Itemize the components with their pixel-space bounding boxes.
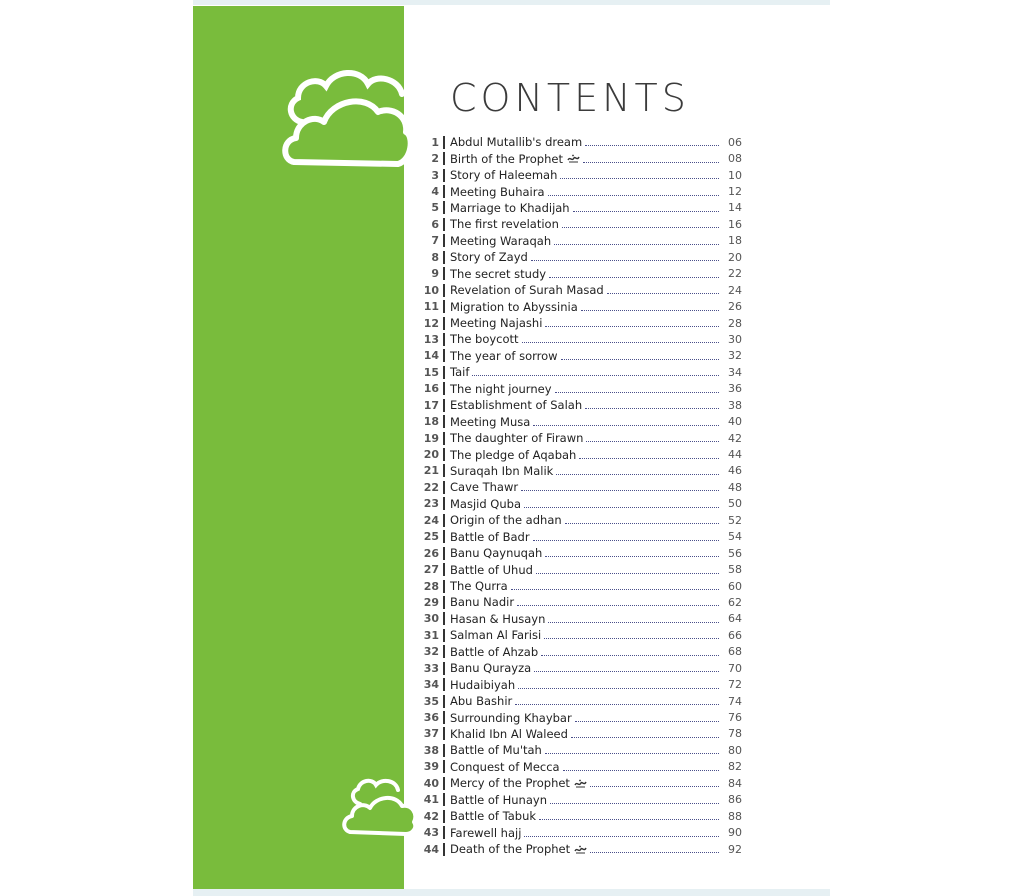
separator-bar: [443, 530, 445, 543]
toc-entry[interactable]: [420, 430, 742, 446]
toc-entry[interactable]: [420, 841, 742, 857]
page-number: 76: [728, 711, 742, 725]
page-number: 18: [728, 234, 742, 248]
chapter-number: 41: [423, 793, 439, 807]
separator-bar: [443, 695, 445, 708]
chapter-title: The first revelation: [450, 217, 559, 232]
chapter-title: Battle of Uhud: [450, 562, 533, 577]
separator-bar: [443, 662, 445, 675]
separator-bar: [443, 645, 445, 658]
chapter-number: 7: [431, 234, 439, 248]
page-number: 70: [728, 661, 742, 675]
toc-entry[interactable]: [420, 693, 742, 709]
page-number: 50: [728, 497, 742, 511]
chapter-number: 14: [423, 349, 439, 363]
toc-entry[interactable]: [420, 200, 742, 216]
chapter-number: 32: [423, 645, 439, 659]
chapter-title: Khalid Ibn Al Waleed: [450, 726, 568, 741]
chapter-title: Surrounding Khaybar: [450, 710, 572, 725]
chapter-number: 37: [423, 727, 439, 741]
dot-leader: [545, 555, 719, 557]
dot-leader: [585, 144, 719, 146]
separator-bar: [443, 843, 445, 856]
chapter-number: 35: [423, 694, 439, 708]
page-number: 38: [728, 398, 742, 412]
toc-entry[interactable]: [420, 479, 742, 495]
page-number: 64: [728, 612, 742, 626]
toc-entry[interactable]: [420, 824, 742, 840]
toc-entry[interactable]: [420, 413, 742, 429]
chapter-title: Story of Haleemah: [450, 168, 558, 183]
chapter-title: Battle of Badr: [450, 529, 530, 544]
page-number: 52: [728, 513, 742, 527]
separator-bar: [443, 317, 445, 330]
toc-entry[interactable]: [420, 660, 742, 676]
separator-bar: [443, 152, 445, 165]
chapter-title: Story of Zayd: [450, 250, 528, 265]
toc-entry[interactable]: [420, 298, 742, 314]
page-number: 20: [728, 250, 742, 264]
toc-entry[interactable]: [420, 463, 742, 479]
separator-bar: [443, 448, 445, 461]
chapter-title: Establishment of Salah: [450, 398, 583, 413]
chapter-number: 1: [431, 135, 439, 149]
dot-leader: [521, 489, 719, 491]
chapter-title: Abdul Mutallib's dream: [450, 135, 583, 150]
toc-entry[interactable]: [420, 759, 742, 775]
chapter-title: Salman Al Farisi: [450, 628, 542, 643]
toc-entry[interactable]: [420, 709, 742, 725]
dot-leader: [515, 703, 719, 705]
page-number: 54: [728, 530, 742, 544]
chapter-number: 33: [423, 661, 439, 675]
separator-bar: [443, 497, 445, 510]
dot-leader: [522, 341, 719, 343]
page-number: 84: [728, 776, 742, 790]
chapter-title: Hudaibiyah: [450, 677, 516, 692]
separator-bar: [443, 464, 445, 477]
separator-bar: [443, 596, 445, 609]
dot-leader: [579, 457, 719, 459]
page-number: 28: [728, 316, 742, 330]
separator-bar: [443, 415, 445, 428]
separator-bar: [443, 267, 445, 280]
separator-bar: [443, 201, 445, 214]
page-number: 46: [728, 464, 742, 478]
separator-bar: [443, 744, 445, 757]
page-number: 74: [728, 694, 742, 708]
toc-entry[interactable]: [420, 331, 742, 347]
separator-bar: [443, 629, 445, 642]
dot-leader: [541, 654, 719, 656]
page-number: 32: [728, 349, 742, 363]
dot-leader: [531, 259, 719, 261]
dot-leader: [548, 621, 719, 623]
page-number: 36: [728, 382, 742, 396]
page-number: 92: [728, 842, 742, 856]
chapter-number: 15: [423, 365, 439, 379]
chapter-title: The pledge of Aqabah: [450, 447, 577, 462]
toc-entry[interactable]: [420, 726, 742, 742]
page-number: 16: [728, 217, 742, 231]
separator-bar: [443, 514, 445, 527]
chapter-number: 31: [423, 628, 439, 642]
page-number: 86: [728, 793, 742, 807]
toc-entry[interactable]: [420, 348, 742, 364]
chapter-number: 18: [423, 415, 439, 429]
toc-entry[interactable]: [420, 644, 742, 660]
separator-bar: [443, 563, 445, 576]
toc-entry[interactable]: [420, 381, 742, 397]
chapter-title: Birth of the Prophet: [450, 151, 563, 166]
chapter-number: 36: [423, 711, 439, 725]
chapter-title: Battle of Ahzab: [450, 644, 539, 659]
toc-entry[interactable]: [420, 315, 742, 331]
toc-entry[interactable]: [420, 446, 742, 462]
chapter-title: Taif: [450, 365, 470, 380]
separator-bar: [443, 169, 445, 182]
chapter-number: 2: [431, 152, 439, 166]
dot-leader: [545, 752, 719, 754]
chapter-title: Meeting Najashi: [450, 316, 543, 331]
separator-bar: [443, 678, 445, 691]
page-edge-bottom: [193, 889, 830, 896]
dot-leader: [536, 572, 719, 574]
dot-leader: [533, 539, 719, 541]
chapter-title: Meeting Buhaira: [450, 184, 545, 199]
separator-bar: [443, 432, 445, 445]
toc-entry[interactable]: [420, 529, 742, 545]
page-number: 72: [728, 678, 742, 692]
separator-bar: [443, 547, 445, 560]
chapter-title: Battle of Tabuk: [450, 809, 537, 824]
cloud-icon: [280, 60, 415, 180]
separator-bar: [443, 234, 445, 247]
dot-leader: [561, 358, 719, 360]
toc-entry[interactable]: [420, 266, 742, 282]
chapter-title: Hasan & Husayn: [450, 611, 546, 626]
chapter-number: 8: [431, 250, 439, 264]
chapter-title: The secret study: [450, 266, 547, 281]
separator-bar: [443, 300, 445, 313]
toc-entry[interactable]: [420, 364, 742, 380]
chapter-number: 34: [423, 678, 439, 692]
pbuh-calligraphy-icon: [567, 154, 580, 163]
separator-bar: [443, 366, 445, 379]
dot-leader: [548, 194, 719, 196]
chapter-title: Cave Thawr: [450, 480, 519, 495]
page-number: 08: [728, 152, 742, 166]
dot-leader: [472, 374, 719, 376]
toc-entry[interactable]: [420, 742, 742, 758]
separator-bar: [443, 793, 445, 806]
page-number: 14: [728, 201, 742, 215]
chapter-number: 13: [423, 332, 439, 346]
toc-entry[interactable]: [420, 282, 742, 298]
chapter-title: The Qurra: [450, 579, 508, 594]
chapter-number: 16: [423, 382, 439, 396]
dot-leader: [550, 802, 719, 804]
page-number: 66: [728, 628, 742, 642]
page-number: 40: [728, 415, 742, 429]
separator-bar: [443, 382, 445, 395]
chapter-number: 30: [423, 612, 439, 626]
page-number: 80: [728, 743, 742, 757]
chapter-number: 19: [423, 431, 439, 445]
chapter-number: 43: [423, 826, 439, 840]
page-number: 44: [728, 448, 742, 462]
separator-bar: [443, 612, 445, 625]
dot-leader: [583, 161, 719, 163]
toc-entry[interactable]: [420, 134, 742, 150]
chapter-title: The daughter of Firawn: [450, 431, 584, 446]
table-of-contents: [420, 134, 742, 857]
separator-bar: [443, 284, 445, 297]
page-number: 12: [728, 185, 742, 199]
chapter-number: 22: [423, 480, 439, 494]
chapter-title: The night journey: [450, 381, 552, 396]
chapter-number: 44: [423, 842, 439, 856]
dot-leader: [560, 177, 719, 179]
dot-leader: [563, 769, 719, 771]
dot-leader: [539, 818, 719, 820]
toc-entry[interactable]: [420, 561, 742, 577]
dot-leader: [571, 736, 719, 738]
separator-bar: [443, 727, 445, 740]
chapter-title: Meeting Waraqah: [450, 233, 552, 248]
dot-leader: [524, 835, 719, 837]
chapter-title: Suraqah Ibn Malik: [450, 463, 554, 478]
separator-bar: [443, 810, 445, 823]
page-number: 26: [728, 300, 742, 314]
toc-entry[interactable]: [420, 611, 742, 627]
chapter-title: Revelation of Surah Masad: [450, 283, 604, 298]
page-number: 22: [728, 267, 742, 281]
dot-leader: [590, 851, 719, 853]
chapter-title: Marriage to Khadijah: [450, 200, 570, 215]
dot-leader: [581, 309, 719, 311]
toc-entry[interactable]: [420, 775, 742, 791]
chapter-title: Battle of Hunayn: [450, 792, 547, 807]
chapter-title: Banu Qurayza: [450, 661, 532, 676]
page-number: 24: [728, 283, 742, 297]
chapter-title: The year of sorrow: [450, 348, 558, 363]
separator-bar: [443, 399, 445, 412]
dot-leader: [545, 325, 719, 327]
dot-leader: [511, 588, 719, 590]
separator-bar: [443, 185, 445, 198]
page-number: 42: [728, 431, 742, 445]
page-number: 90: [728, 826, 742, 840]
chapter-number: 25: [423, 530, 439, 544]
chapter-title: Farewell hajj: [450, 825, 522, 840]
dot-leader: [533, 424, 719, 426]
dot-leader: [573, 210, 719, 212]
page-number: 88: [728, 809, 742, 823]
page-number: 48: [728, 480, 742, 494]
chapter-number: 26: [423, 546, 439, 560]
chapter-number: 42: [423, 809, 439, 823]
toc-entry[interactable]: [420, 233, 742, 249]
chapter-title: The boycott: [450, 332, 519, 347]
chapter-number: 10: [423, 283, 439, 297]
dot-leader: [518, 687, 719, 689]
pbuh-calligraphy-icon: [574, 779, 587, 788]
page-number: 68: [728, 645, 742, 659]
chapter-number: 21: [423, 464, 439, 478]
page-number: 10: [728, 168, 742, 182]
chapter-title: Banu Qaynuqah: [450, 546, 543, 561]
toc-entry[interactable]: [420, 676, 742, 692]
page-edge-top: [193, 0, 830, 5]
dot-leader: [575, 720, 719, 722]
toc-entry[interactable]: [420, 627, 742, 643]
page-title: CONTENTS: [450, 76, 690, 120]
chapter-number: 20: [423, 448, 439, 462]
toc-entry[interactable]: [420, 578, 742, 594]
toc-entry[interactable]: [420, 594, 742, 610]
cloud-icon: [340, 776, 418, 838]
chapter-number: 38: [423, 743, 439, 757]
page-number: 56: [728, 546, 742, 560]
separator-bar: [443, 218, 445, 231]
page-number: 78: [728, 727, 742, 741]
page-number: 34: [728, 365, 742, 379]
pbuh-calligraphy-icon: [574, 845, 587, 854]
chapter-title: Masjid Quba: [450, 496, 521, 511]
separator-bar: [443, 760, 445, 773]
separator-bar: [443, 580, 445, 593]
dot-leader: [562, 226, 719, 228]
toc-entry[interactable]: [420, 808, 742, 824]
dot-leader: [549, 276, 719, 278]
separator-bar: [443, 333, 445, 346]
chapter-number: 12: [423, 316, 439, 330]
chapter-title: Migration to Abyssinia: [450, 299, 578, 314]
separator-bar: [443, 481, 445, 494]
page-number: 58: [728, 563, 742, 577]
page-number: 82: [728, 760, 742, 774]
dot-leader: [517, 604, 719, 606]
toc-entry[interactable]: [420, 249, 742, 265]
chapter-number: 24: [423, 513, 439, 527]
dot-leader: [556, 473, 719, 475]
toc-entry[interactable]: [420, 167, 742, 183]
dot-leader: [586, 440, 719, 442]
toc-entry[interactable]: [420, 792, 742, 808]
dot-leader: [555, 391, 720, 393]
toc-entry[interactable]: [420, 150, 742, 166]
chapter-number: 23: [423, 497, 439, 511]
chapter-number: 27: [423, 563, 439, 577]
dot-leader: [607, 292, 719, 294]
dot-leader: [544, 637, 719, 639]
chapter-title: Death of the Prophet: [450, 842, 571, 857]
chapter-number: 5: [431, 201, 439, 215]
chapter-number: 39: [423, 760, 439, 774]
chapter-title: Battle of Mu'tah: [450, 743, 542, 758]
toc-entry[interactable]: [420, 183, 742, 199]
chapter-title: Origin of the adhan: [450, 513, 562, 528]
chapter-title: Banu Nadir: [450, 595, 515, 610]
chapter-number: 4: [431, 185, 439, 199]
chapter-number: 17: [423, 398, 439, 412]
page-number: 30: [728, 332, 742, 346]
chapter-number: 28: [423, 579, 439, 593]
dot-leader: [565, 522, 719, 524]
page-number: 60: [728, 579, 742, 593]
page-number: 62: [728, 595, 742, 609]
chapter-title: Conquest of Mecca: [450, 759, 560, 774]
separator-bar: [443, 826, 445, 839]
chapter-number: 29: [423, 595, 439, 609]
separator-bar: [443, 349, 445, 362]
separator-bar: [443, 136, 445, 149]
chapter-title: Mercy of the Prophet: [450, 776, 570, 791]
chapter-number: 9: [431, 267, 439, 281]
toc-entry[interactable]: [420, 496, 742, 512]
toc-entry[interactable]: [420, 397, 742, 413]
chapter-title: Meeting Musa: [450, 414, 531, 429]
chapter-number: 40: [423, 776, 439, 790]
chapter-title: Abu Bashir: [450, 694, 513, 709]
chapter-number: 11: [423, 300, 439, 314]
toc-entry[interactable]: [420, 216, 742, 232]
dot-leader: [524, 506, 719, 508]
dot-leader: [534, 670, 719, 672]
dot-leader: [585, 407, 719, 409]
separator-bar: [443, 711, 445, 724]
dot-leader: [590, 785, 719, 787]
separator-bar: [443, 777, 445, 790]
toc-entry[interactable]: [420, 545, 742, 561]
chapter-number: 3: [431, 168, 439, 182]
page-number: 06: [728, 135, 742, 149]
chapter-number: 6: [431, 217, 439, 231]
toc-entry[interactable]: [420, 512, 742, 528]
dot-leader: [554, 243, 719, 245]
separator-bar: [443, 251, 445, 264]
